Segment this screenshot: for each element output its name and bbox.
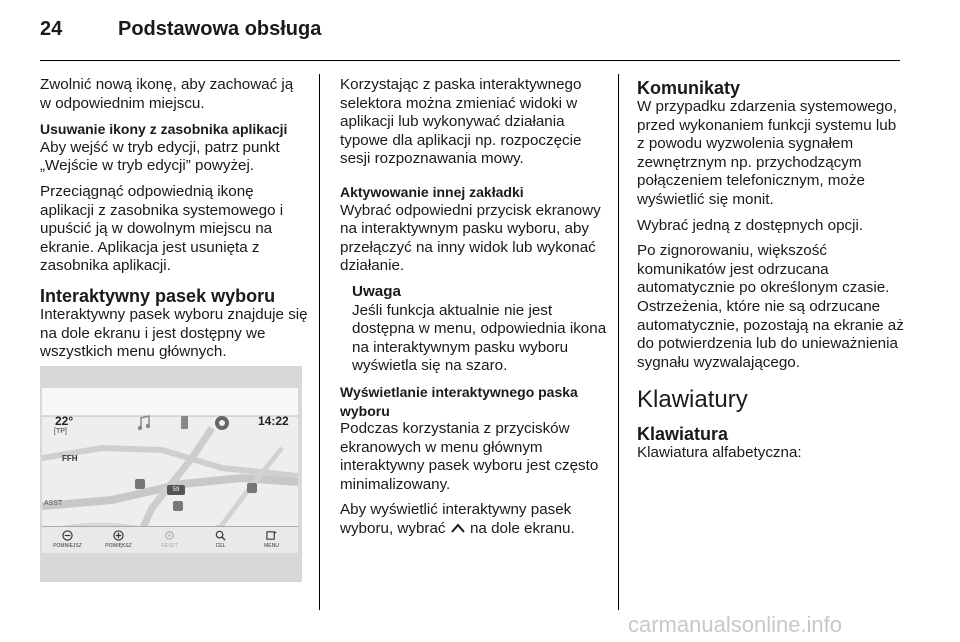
paragraph: Korzystając z paska interaktywnego selektora można zmieniać widoki w aplikacji lub wykonywać działania typowe dla aplikacji np. rozpoczęcie sesji rozpoznawania mowy.: [340, 76, 582, 168]
poi-icon: [134, 478, 146, 490]
note-title: Uwaga: [352, 282, 401, 300]
chapter-heading: Klawiatury: [637, 386, 748, 414]
header-rule: [40, 60, 900, 61]
traffic-program-indicator: [TP]: [54, 428, 67, 435]
map-place-label: FFH: [62, 454, 78, 463]
section-heading: Interaktywny pasek wyboru: [40, 285, 276, 306]
note: [340, 283, 608, 376]
page-header: [40, 16, 908, 62]
column-1: [40, 76, 308, 369]
paragraph: Przeciągnąć odpowiednią ikonę aplikacji z zasobnika systemowego i upuścić ją w dowolnym miejscu na ekranie. Aplikacja jest usunięta z zasobnika aplikacji.: [40, 182, 284, 275]
navigation-icon[interactable]: [214, 414, 230, 432]
chevron-up-icon: [450, 522, 466, 534]
subheading: Usuwanie ikony z zasobnika aplikacji: [40, 121, 288, 138]
zoom-out-button[interactable]: [42, 527, 93, 553]
paragraph: [340, 501, 608, 538]
paragraph: Podczas korzystania z przycisków ekranowych w menu głównym interaktywny pasek wyboru jest często minimalizowany.: [340, 420, 599, 493]
button-label: CEL: [215, 543, 226, 549]
zoom-out-icon: [62, 530, 73, 541]
page-number: 24: [40, 18, 63, 40]
section: [40, 120, 308, 176]
button-label: POWIĘKSZ: [105, 543, 132, 549]
paragraph: Interaktywny pasek wyboru znajduje się na dole ekranu i jest dostępny we wszystkich menu głównych.: [40, 305, 308, 361]
column-2: [340, 76, 608, 546]
subheading: Aktywowanie innej zakładki: [340, 183, 524, 200]
section-heading: Komunikaty: [637, 78, 741, 98]
music-icon[interactable]: [136, 414, 152, 432]
paragraph: Po zignorowaniu, większość komunikatów jest odrzucana automatycznie po określonym czasie. Ostrzeżenia, które nie są odrzucane automatycznie, pozostają na ekranie aż do potwierdzenia lub do unieważnienia sygnału wyzwalającego.: [637, 242, 904, 371]
paragraph: Zwolnić nową ikonę, aby zachować ją w odpowiednim miejscu.: [40, 76, 294, 112]
poi-icon: [246, 482, 258, 494]
zoom-in-button[interactable]: [93, 527, 144, 553]
column-divider-1: [319, 74, 320, 610]
menu-icon: [266, 530, 277, 541]
section: [340, 183, 608, 276]
menu-button[interactable]: [246, 527, 297, 553]
phone-icon[interactable]: [176, 414, 192, 432]
paragraph: Aby wejść w tryb edycji, patrz punkt „Wejście w tryb edycji” powyżej.: [40, 138, 280, 175]
screenshot-figure: [40, 366, 302, 582]
interactive-selector-bar: [42, 526, 298, 553]
reset-icon: [164, 530, 175, 541]
zoom-in-icon: [113, 530, 124, 541]
road-number-badge: 59: [167, 485, 185, 495]
section: [340, 383, 608, 495]
paragraph: Wybrać jedną z dostępnych opcji.: [637, 216, 864, 234]
status-tabs: [122, 410, 272, 436]
button-label: POMNIEJSZ: [53, 543, 82, 549]
paragraph: Klawiatura alfabetyczna:: [637, 444, 802, 462]
watermark: carmanualsonline.info: [628, 612, 843, 637]
note-text: Jeśli funkcja aktualnie nie jest dostępna w menu, odpowiednia ikona na interaktywnym pasku wyboru wyświetla się na szaro.: [352, 301, 607, 375]
column-3: [637, 76, 905, 470]
reset-button[interactable]: [144, 527, 195, 553]
poi-icon: [172, 500, 184, 512]
subheading: Wyświetlanie interaktywnego paska wyboru: [340, 383, 578, 419]
temperature-readout: 22°: [55, 414, 74, 428]
paragraph: Wybrać odpowiedni przycisk ekranowy na interaktywnym pasku wyboru, aby przełączyć na inny widok lub wykonać działanie.: [340, 201, 601, 275]
column-divider-2: [618, 74, 619, 610]
page-title: Podstawowa obsługa: [118, 18, 322, 40]
paragraph-text: na dole ekranu.: [469, 520, 575, 538]
clock: 14:22: [258, 414, 289, 428]
button-label: RESET: [161, 543, 178, 549]
map-place-label: ASST: [44, 500, 63, 507]
paragraph: W przypadku zdarzenia systemowego, przed wykonaniem funkcji systemu lub z powodu wyzwolenia sygnałem zewnętrznym np. przychodzącym połączeniem telefonicznym, może wyświetlić się monit.: [637, 98, 897, 208]
destination-button[interactable]: [195, 527, 246, 553]
section-heading: Klawiatura: [637, 424, 729, 445]
paragraph-text: Aby wyświetlić interaktywny pasek wyboru, wybrać: [340, 501, 572, 538]
button-label: MENU: [264, 543, 279, 549]
destination-icon: [215, 530, 226, 541]
